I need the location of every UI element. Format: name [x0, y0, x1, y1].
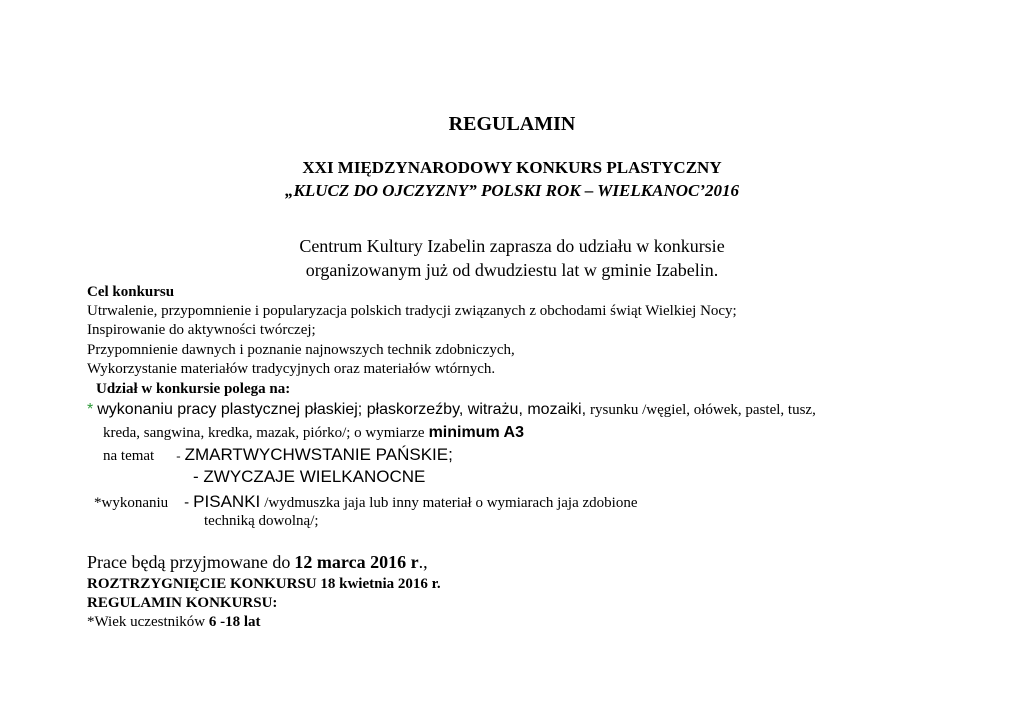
deadline-end: ., [418, 552, 428, 572]
work-description: wykonaniu pracy plastycznej płaskiej; płaskorzeźby, witrażu, mozaiki, [97, 401, 587, 418]
eggs-line [94, 492, 637, 512]
contest-name: XXI MIĘDZYNARODOWY KONKURS PLASTYCZNY [302, 158, 722, 177]
topic-label: na temat [103, 448, 155, 464]
eggs-description: /wydmuszka jaja lub inny materiał o wymiarach jaja zdobione [264, 495, 638, 511]
topic-dash: - [176, 448, 181, 463]
goal-item: Inspirowanie do aktywności twórczej; [87, 322, 316, 338]
topic-semicolon: ; [448, 445, 453, 464]
document-title: REGULAMIN [448, 113, 576, 135]
size-requirement: minimum A3 [428, 424, 524, 441]
contest-subtitle: „KLUCZ DO OJCZYZNY” POLSKI ROK – WIELKANOC’2016 [285, 181, 739, 200]
participation-line-1 [87, 401, 816, 419]
rules-heading: REGULAMIN KONKURSU: [87, 595, 278, 611]
participation-heading: Udział w konkursie polega na: [96, 381, 291, 397]
eggs-label: *wykonaniu [94, 495, 169, 511]
topic-line-1 [103, 445, 453, 465]
deadline-date: 12 marca 2016 r [294, 552, 419, 572]
goal-item: Utrwalenie, przypomnienie i popularyzacja polskich tradycji związanych z obchodami świąt Wielkiej Nocy; [87, 303, 737, 319]
age-range: 6 -18 lat [208, 614, 261, 630]
deadline-text: Prace będą przyjmowane do [87, 552, 291, 572]
topic-resurrection: ZMARTWYCHWSTANIE PAŃSKIE [184, 445, 449, 464]
intro-line-1: Centrum Kultury Izabelin zaprasza do udziału w konkursie [299, 236, 725, 256]
goal-item: Przypomnienie dawnych i poznanie najnowszych technik zdobniczych, [87, 342, 515, 358]
techniques-continued: kreda, sangwina, kredka, mazak, piórko/; o wymiarze [103, 425, 425, 441]
participation-line-2 [103, 424, 524, 442]
topic-easter-customs: - ZWYCZAJE WIELKANOCNE [193, 467, 426, 486]
eggs-dash: - [184, 494, 190, 511]
age-label: *Wiek uczestników [87, 614, 206, 630]
goal-heading: Cel konkursu [87, 284, 175, 300]
goal-item: Wykorzystanie materiałów tradycyjnych oraz materiałów wtórnych. [87, 361, 496, 377]
deadline-line [87, 552, 428, 573]
results-date: ROZTRZYGNIĘCIE KONKURSU 18 kwietnia 2016 r. [87, 576, 441, 592]
eggs-title: PISANKI [193, 492, 261, 511]
drawing-techniques: rysunku /węgiel, ołówek, pastel, tusz, [590, 402, 816, 418]
bullet-asterisk: * [87, 401, 94, 418]
intro-line-2: organizowanym już od dwudziestu lat w gminie Izabelin. [305, 260, 719, 280]
eggs-description-continued: techniką dowolną/; [204, 513, 319, 529]
age-line [87, 614, 261, 631]
